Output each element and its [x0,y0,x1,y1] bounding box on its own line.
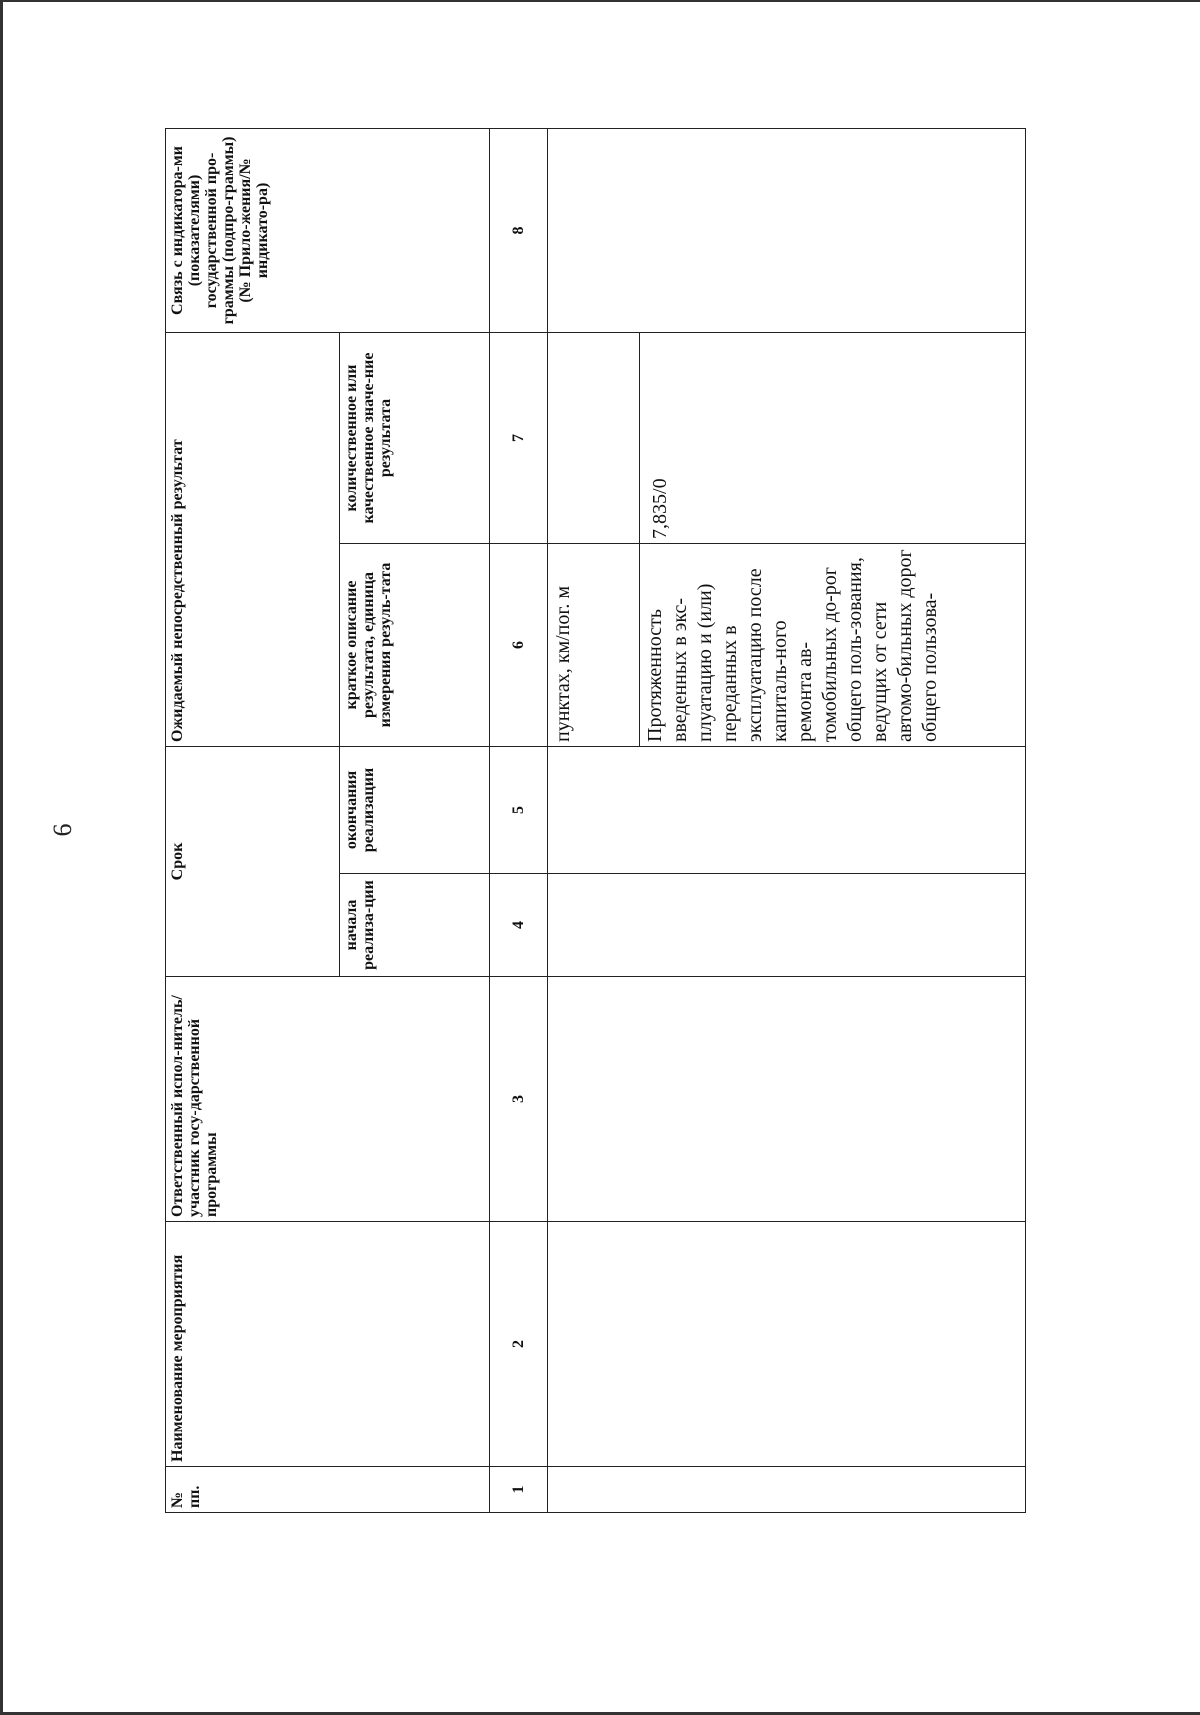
table-cell-continuation: пунктах, км/пог. м [548,543,640,746]
column-number-7: 7 [490,332,548,543]
table-cell-empty [640,746,1026,873]
header-indicator-link: Связь с индикатора-ми (показателями) государственной про-граммы (подпро-граммы) (№ Прило-жения/№ индикато-ра) [166,128,490,332]
header-start: начала реализа-ции [340,874,490,977]
header-expected-result: Ожидаемый непосредственный результат [166,332,340,746]
results-table [165,128,1026,1513]
table-cell-empty [548,874,1026,977]
table-cell-empty [548,332,640,543]
table-cell-value: 7,835/0 [640,332,1026,543]
table-cell-empty [548,1467,1026,1513]
header-responsible: Ответственный испол-нитель/участник госу-дарственной программы [166,977,490,1222]
column-number-4: 4 [490,874,548,977]
table-cell-description: Протяженность введенных в экс-плуатацию и (или) переданных в эксплуатацию после капиталь-ного ремонта ав-томобильных до-рог общего поль-зования, ведущих от сети автомо-бильных дорог общего пользова- [640,543,1026,746]
column-number-5: 5 [490,746,548,873]
table-cell-empty [548,977,1026,1222]
scan-edge-top [0,0,1200,2]
column-number-8: 8 [490,128,548,332]
column-number-6: 6 [490,543,548,746]
table-cell-empty [548,746,640,873]
header-end: окончания реализации [340,746,490,873]
column-number-2: 2 [490,1222,548,1467]
header-srok: Срок [166,746,340,976]
header-number: № пп. [166,1467,490,1513]
page-number: 6 [48,823,77,837]
table-cell-empty [548,128,1026,332]
header-event-name: Наименование мероприятия [166,1222,490,1467]
header-description: краткое описание результата, единица измерения резуль-тата [340,543,490,746]
column-number-3: 3 [490,977,548,1222]
column-number-1: 1 [490,1467,548,1513]
scan-edge-left [0,0,3,1715]
table-cell-empty [548,1222,1026,1467]
header-value: количественное или качественное значе-ние результата [340,332,490,543]
